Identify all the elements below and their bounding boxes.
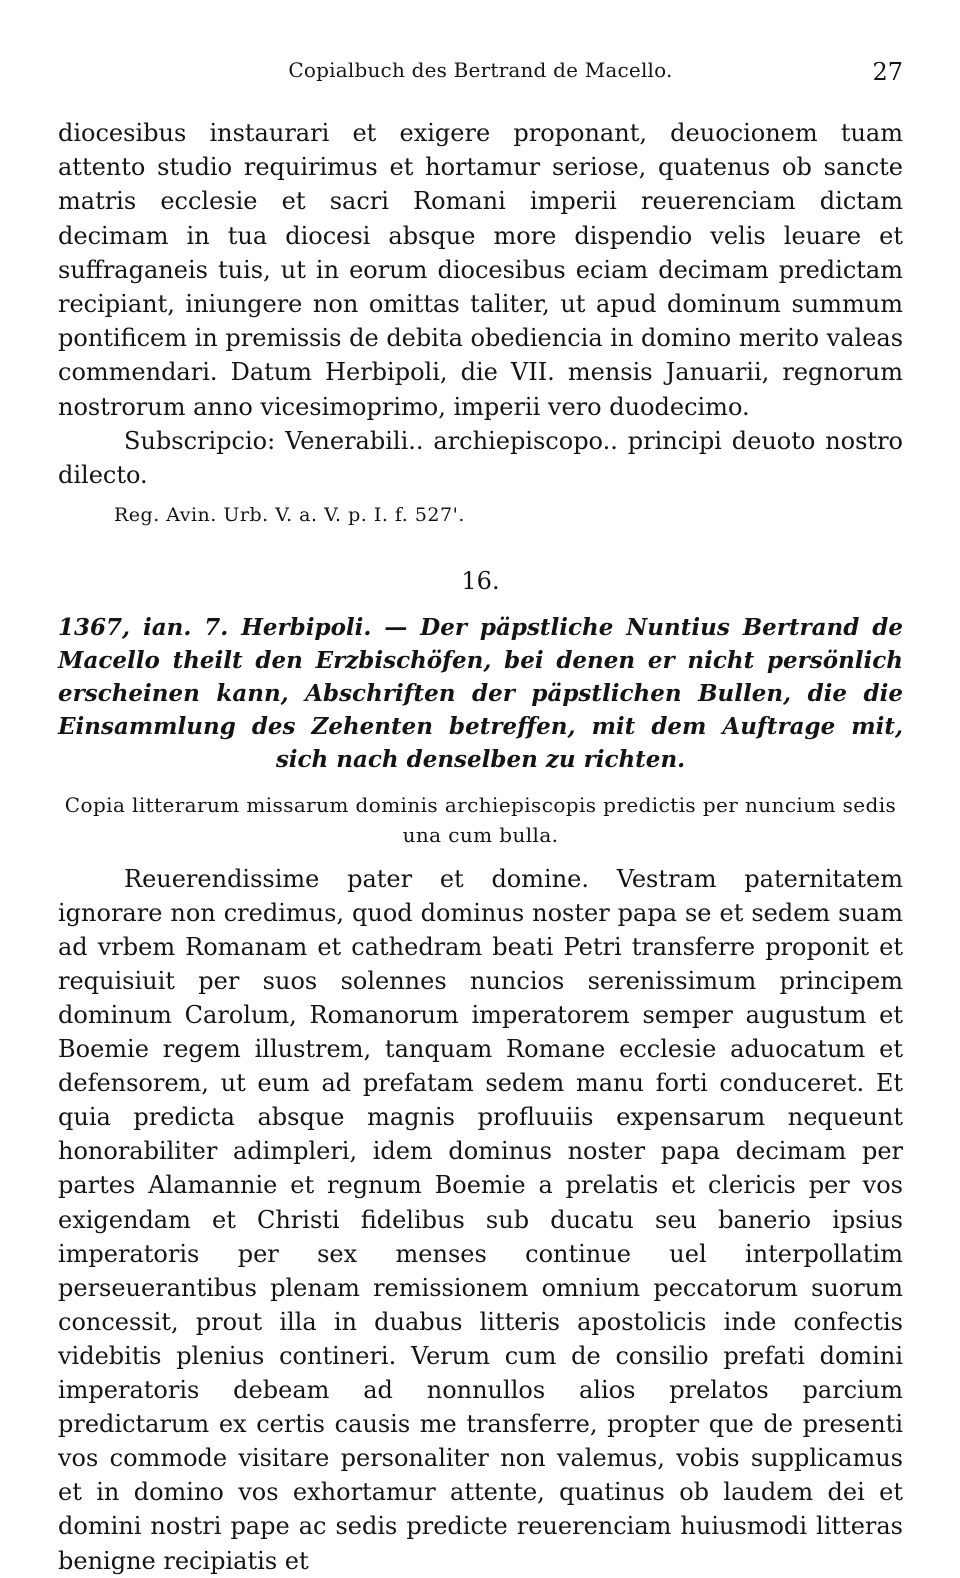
letter-text: Reuerendissime pater et domine. Vestram paternitatem ignorare non credimus, quod dominus noster papa se et sedem suam ad vrbem Romanam et cathedram beati Petri transferre proponit et requisiuit per suos solennes nuncios serenissimum principem dominum Carolum, Romanorum imperatorem semper augustum et Boemie regem illustrem, tanquam Romane ecclesie aduocatum et defensorem, ut eum ad prefatam sedem manu forti conduceret. Et quia predicta absque magnis profluuiis expensarum nequeunt honorabiliter adimpleri, idem dominus noster papa decimam per partes Alamannie et regnum Boemie a prelatis et clericis per vos exigendam et Christi fidelibus sub ducatu seu banerio ipsius imperatoris per sex menses continue uel interpollatim perseuerantibus plenam remissionem omnium peccatorum suorum concessit, prout illa in duabus litteris apostolicis inde confectis videbitis plenius contineri. Verum cum de consilio prefati domini imperatoris debeam ad nonnullos alios prelatos parcium predictarum ex certis causis me transferre, propter que de presenti vos commode visitare personaliter non valemus, vobis supplicamus et in domino vos exhortamur attente, quatinus ob laudem dei et domini nostri pape ac sedis predicte reuerenciam huiusmodi litteras benigne recipiatis et <box>58 864 903 1575</box>
letter-heading: Copia litterarum missarum dominis archiepiscopis predictis per nuncium sedis una cum bulla. <box>64 792 897 847</box>
document-number: 16. <box>461 567 500 596</box>
page-header <box>58 58 903 88</box>
running-title: Copialbuch des Bertrand de Macello. <box>288 58 673 82</box>
page-number: 27 <box>872 58 903 86</box>
book-page <box>58 0 908 1575</box>
source-reference: Reg. Avin. Urb. V. a. V. p. I. f. 527'. <box>114 504 465 527</box>
document-regest: 1367, ian. 7. Herbipoli. — Der päpstliche Nuntius Bertrand de Macello theilt den Erzbischöfen, bei denen er nicht persönlich erscheinen kann, Abschriften der päpstlichen Bullen, die die Einsammlung des Zehenten betreffen, mit dem Auftrage mit, sich nach denselben zu richten. <box>58 613 903 773</box>
continuation-paragraph: diocesibus instaurari et exigere proponant, deuocionem tuam attento studio requirimus et hortamur seriose, quatenus ob sancte matris ecclesie et sacri Romani imperii reuerenciam dictam decimam in tua diocesi absque more dispendio velis leuare et suffraganeis tuis, ut in eorum diocesibus eciam decimam predictam recipiant, iniungere non omittas taliter, ut apud dominum summum pontificem in premissis de debita obediencia in domino merito valeas commendari. Datum Herbipoli, die VII. mensis Januarii, regnorum nostrorum anno vicesimoprimo, imperii vero duodecimo. <box>58 119 904 421</box>
page-body <box>58 116 903 1578</box>
subscription-line: Subscripcio: Venerabili.. archiepiscopo.. principi deuoto nostro dilecto. <box>58 426 903 490</box>
